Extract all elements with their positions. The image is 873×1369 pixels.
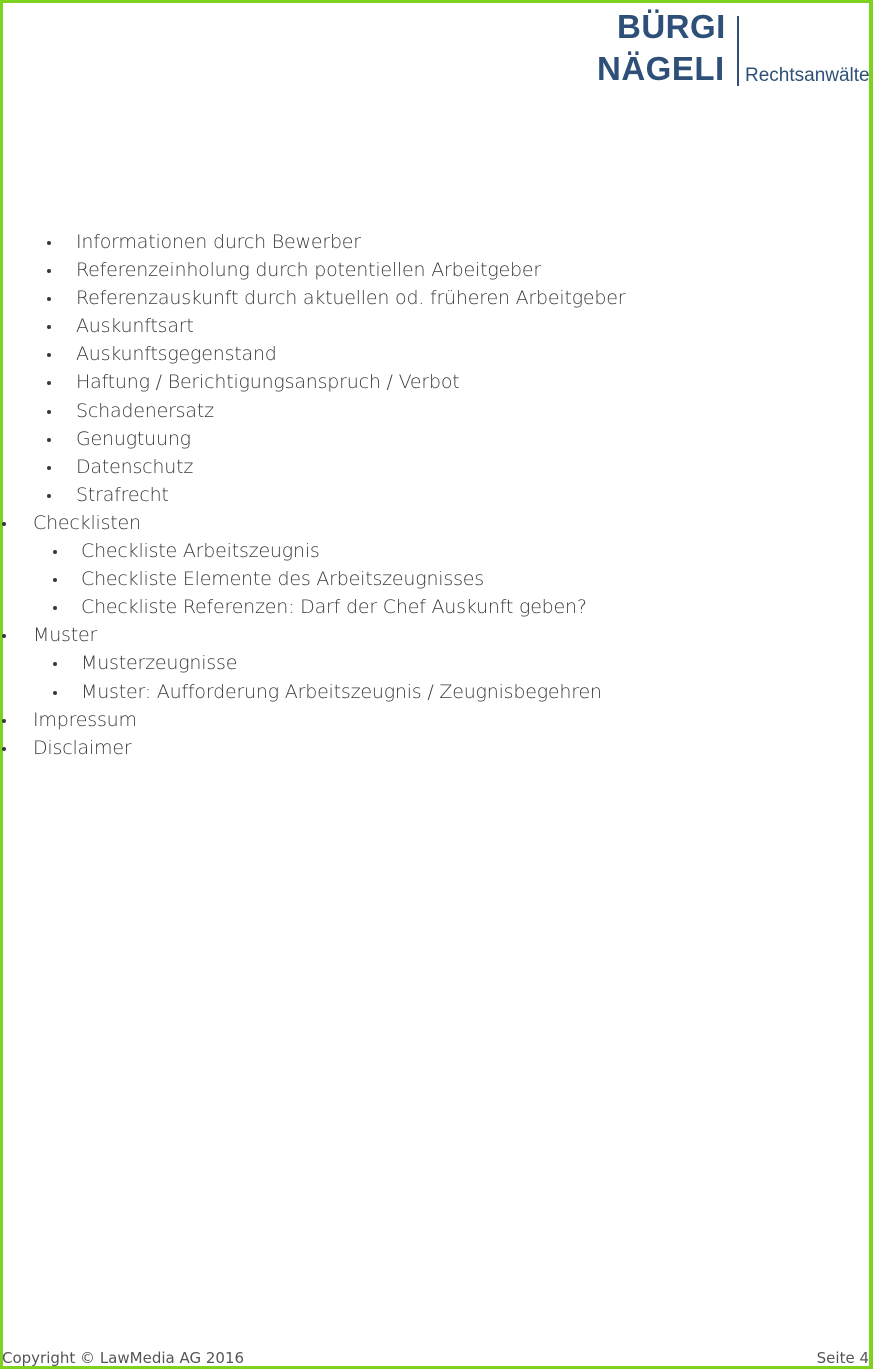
bullet-icon	[53, 606, 57, 610]
bullet-icon	[53, 550, 57, 554]
list-item[interactable]	[0, 368, 860, 396]
list-item[interactable]	[0, 678, 860, 706]
list-item-label: Datenschutz	[76, 455, 194, 478]
list-section-checklisten[interactable]	[0, 509, 860, 537]
list-item-label: Auskunftsart	[76, 315, 194, 338]
bullet-icon	[53, 662, 57, 666]
list-item[interactable]	[0, 256, 860, 284]
bullet-icon	[47, 325, 51, 329]
list-item-label: Muster	[33, 624, 98, 647]
bullet-icon	[47, 269, 51, 273]
logo-line-1: BÜRGI	[617, 8, 726, 45]
list-item-label: Schadenersatz	[76, 399, 214, 422]
list-item-label: Referenzeinholung durch potentiellen Arbeitgeber	[76, 259, 541, 282]
list-item[interactable]	[0, 228, 860, 256]
list-item[interactable]	[0, 537, 860, 565]
list-item[interactable]	[0, 425, 860, 453]
list-item-label: Disclaimer	[33, 736, 132, 759]
table-of-contents-list	[0, 228, 860, 762]
bullet-icon	[47, 438, 51, 442]
bullet-icon	[47, 353, 51, 357]
bullet-icon	[53, 691, 57, 695]
page-number: Seite 4	[816, 1349, 869, 1367]
list-item[interactable]	[0, 565, 860, 593]
list-item[interactable]	[0, 481, 860, 509]
list-item-label: Referenzauskunft durch aktuellen od. früheren Arbeitgeber	[76, 287, 626, 310]
logo-line-2: NÄGELI	[597, 50, 725, 87]
list-item-label: Muster: Aufforderung Arbeitszeugnis / Zeugnisbegehren	[81, 680, 602, 703]
bullet-icon	[47, 241, 51, 245]
bullet-icon	[47, 297, 51, 301]
list-item-label: Genugtuung	[76, 427, 191, 450]
bullet-icon	[47, 466, 51, 470]
bullet-icon	[2, 522, 6, 526]
list-section-disclaimer[interactable]	[0, 734, 860, 762]
copyright-text: Copyright © LawMedia AG 2016	[2, 1349, 245, 1367]
list-item-label: Checkliste Arbeitszeugnis	[81, 540, 320, 563]
list-item[interactable]	[0, 340, 860, 368]
logo-subtitle: Rechtsanwälte	[745, 65, 870, 86]
list-item-label: Informationen durch Bewerber	[76, 231, 361, 253]
list-item-label: Checkliste Referenzen: Darf der Chef Auskunft geben?	[81, 596, 587, 619]
bullet-icon	[47, 381, 51, 385]
list-item-label: Musterzeugnisse	[81, 652, 238, 675]
list-item-label: Haftung / Berichtigungsanspruch / Verbot	[76, 371, 460, 394]
list-item[interactable]	[0, 284, 860, 312]
list-item-label: Checklisten	[33, 511, 141, 534]
bullet-icon	[47, 410, 51, 414]
list-section-muster[interactable]	[0, 621, 860, 649]
list-item[interactable]	[0, 312, 860, 340]
list-item-label: Impressum	[33, 708, 137, 731]
list-item[interactable]	[0, 649, 860, 677]
list-item[interactable]	[0, 453, 860, 481]
list-item[interactable]	[0, 397, 860, 425]
list-section-impressum[interactable]	[0, 706, 860, 734]
bullet-icon	[2, 747, 6, 751]
bullet-icon	[47, 494, 51, 498]
bullet-icon	[53, 578, 57, 582]
list-item-label: Strafrecht	[76, 483, 169, 506]
bullet-icon	[2, 634, 6, 638]
list-item-label: Checkliste Elemente des Arbeitszeugnisses	[81, 568, 484, 591]
logo-separator	[737, 16, 739, 86]
bullet-icon	[2, 719, 6, 723]
list-item[interactable]	[0, 593, 860, 621]
list-item-label: Auskunftsgegenstand	[76, 343, 277, 366]
